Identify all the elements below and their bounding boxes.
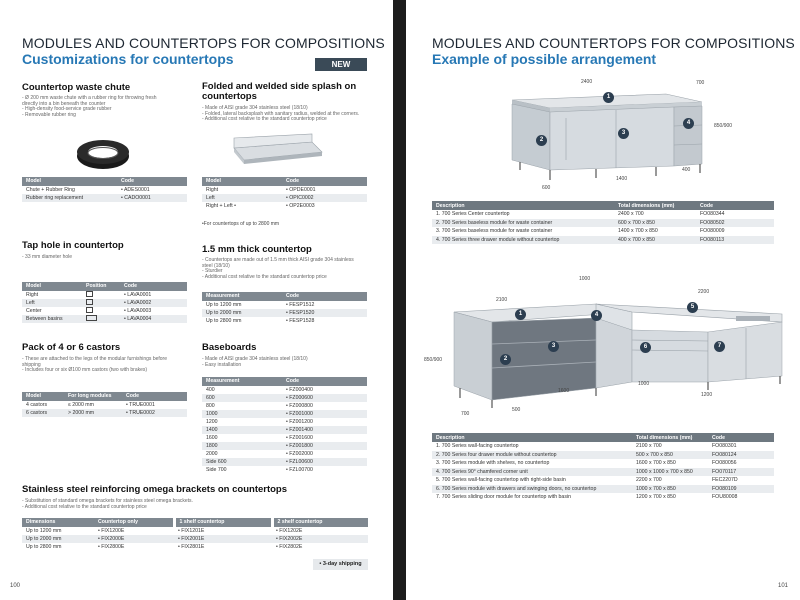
table-row: Up to 2000 mm • FESP1520 xyxy=(202,309,367,317)
tap-hole-description: - 33 mm diameter hole xyxy=(22,254,73,260)
tap-position-left-icon xyxy=(86,299,93,305)
tap-position-center-icon xyxy=(86,307,93,313)
dim-500: 500 xyxy=(512,407,521,413)
dim-1000-top: 1000 xyxy=(579,276,591,282)
side-splash-image xyxy=(228,134,324,168)
table-row: Up to 1200 mm • FESP1512 xyxy=(206,301,315,308)
table-row: Up to 2800 mm • FIX2800E • FIX2801E • FIX2802E xyxy=(26,543,303,550)
baseboards-description: - Made of AISI grade 304 stainless steel (18/10) - Easy installation xyxy=(202,356,308,368)
page-title: MODULES AND COUNTERTOPS FOR COMPOSITIONS xyxy=(432,35,795,51)
castors-description: - These are attached to the legs of the modular furnishings before shipping - Includes four or six Ø100 mm castors (two with brakes) xyxy=(22,356,167,374)
table-row: 4. 700 Series three drawer module without countertop 400 x 700 x 850 FO080113 xyxy=(432,236,774,245)
callout-3: 3 xyxy=(618,128,629,139)
table-row: 1. 700 Series Center countertop 2400 x 700 FO080344 xyxy=(436,211,725,218)
thick-countertop-description: - Countertops are made out of 1.5 mm thick AISI grade 304 stainless steel (18/10) - Sturdier - Additional cost relative to the standard countertop price xyxy=(202,257,354,280)
table-row: 2. 700 Series four drawer module without countertop 500 x 700 x 850 FO080124 xyxy=(432,451,774,460)
baseboards-table: Measurement Code 400 • FZ000400 600 • FZ000600 800 • FZ000800 1000 • FZ001000 1200 • FZ001200 1400 • FZ001400 1600 • FZ001600 1800 • FZ001800 2000 • FZ002000 Side 600 • FZL00600 Side 700 • FZL00700 xyxy=(202,377,367,474)
dim-700-b: 700 xyxy=(461,411,470,417)
table-row: 7. 700 Series sliding door module for countertop with basin 1200 x 700 x 850 FOU80008 xyxy=(436,494,738,501)
rubber-ring-image xyxy=(75,136,131,172)
callout-3-b: 3 xyxy=(548,341,559,352)
dim-700: 700 xyxy=(696,80,705,86)
callout-1-b: 1 xyxy=(515,309,526,320)
waste-chute-table: Model Code Chute + Rubber Ring • ADES0001 Rubber ring replacement • CADO0001 xyxy=(22,177,187,202)
book-spine xyxy=(393,0,406,600)
side-splash-description: - Made of AISI grade 304 stainless steel (18/10) - Folded, lateral backsplash with sanitary radius, welded at the corners. - Additional cost relative to the standard countertop price xyxy=(202,105,360,123)
side-splash-title-line2: countertops xyxy=(202,91,257,102)
table-row: Right + Left • • OP2E0003 xyxy=(206,202,315,209)
new-badge: NEW xyxy=(315,58,367,71)
callout-4: 4 xyxy=(683,118,694,129)
dim-1200: 1200 xyxy=(701,392,713,398)
table-row: Chute + Rubber Ring • ADES0001 xyxy=(26,186,150,193)
table-row: 800 • FZ000800 xyxy=(206,402,313,409)
dim-2100: 2100 xyxy=(496,297,508,303)
omega-brackets-title: Stainless steel reinforcing omega brackets on countertops xyxy=(22,484,288,495)
page-number: 101 xyxy=(778,583,789,589)
arrangement-table-1: Description Total dimensions (mm) Code 1. 700 Series Center countertop 2400 x 700 FO080344 2. 700 Series baseless module for waste container 600 x 700 x 850 FO080502 3. 700 Series baseless module for waste container 1400 x 700 x 850 FO080009 4. 700 Series three drawer module without countertop 400 x 700 x 850 FO080113 xyxy=(432,201,774,244)
table-row: 5. 700 Series wall-facing countertop with right-side basin 2200 x 700 FEC2207D xyxy=(436,477,738,484)
table-row: 1200 • FZ001200 xyxy=(206,418,313,425)
side-splash-title: Folded and welded side splash on xyxy=(202,81,357,92)
table-row: Side 700 • FZL00700 xyxy=(206,466,313,473)
table-row: Up to 2800 mm • FESP1528 xyxy=(206,317,315,324)
arrangement-figure-2 xyxy=(446,290,791,410)
table-row: Right • OPDE0001 xyxy=(206,186,316,193)
table-row: 1400 • FZ001400 xyxy=(202,426,367,434)
page-subtitle: Example of possible arrangement xyxy=(432,51,657,67)
arrangement-table-2: Description Total dimensions (mm) Code 1. 700 Series wall-facing countertop 2100 x 700 FO080301 2. 700 Series four drawer module without countertop 500 x 700 x 850 FO080124 3. 700 Series module with shelves, no countertop 1600 x 700 x 850 FO080056 4. 700 Series 90° chamfered corner unit 1000 x 1000 x 700 x 850 FO070117 5. 700 Series wall-facing countertop with right-side basin 2200 x 700 FEC2207D 6. 700 Series module with drawers and swinging doors, no countertop 1000 x 700 x 850 FO080109 7. 700 Series sliding door module for countertop with basin 1200 x 700 x 850 FOU80008 xyxy=(432,433,774,502)
dim-1000-bottom: 1000 xyxy=(638,381,650,387)
side-splash-table: Model Code Right • OPDE0001 Left • OPIC0002 Right + Left • • OP2E0003 xyxy=(202,177,367,210)
table-row: 2000 • FZ002000 xyxy=(206,450,313,457)
thick-countertop-table: Measurement Code Up to 1200 mm • FESP1512 Up to 2000 mm • FESP1520 Up to 2800 mm • FESP1528 xyxy=(202,292,367,325)
waste-chute-description: - Ø 200 mm waste chute with a rubber ring for throwing fresh directly into a bin beneath the counter - High-density food-service grade rubber - Removable rubber ring xyxy=(22,95,157,118)
baseboards-title: Baseboards xyxy=(202,342,257,353)
table-row: 6. 700 Series module with drawers and swinging doors, no countertop 1000 x 700 x 850 FO080109 xyxy=(432,485,774,494)
callout-1: 1 xyxy=(603,92,614,103)
castors-table: Model For long modules Code 4 castors ≤ 2000 mm • TRUE0001 6 castors > 2000 mm • TRUE0002 xyxy=(22,392,187,417)
dim-600: 600 xyxy=(542,185,551,191)
dim-850-900-b: 850/900 xyxy=(424,357,443,363)
dim-400: 400 xyxy=(682,167,691,173)
table-row: 1600 • FZ001600 xyxy=(206,434,313,441)
table-row: 4 castors ≤ 2000 mm • TRUE0001 xyxy=(26,401,155,408)
page-subtitle: Customizations for countertops xyxy=(22,51,234,67)
table-row: Center • LAVA0003 xyxy=(26,307,152,314)
waste-chute-title: Countertop waste chute xyxy=(22,82,131,93)
table-row: 3. 700 Series baseless module for waste container 1400 x 700 x 850 FO080009 xyxy=(436,228,725,235)
table-row: Right • LAVA0001 xyxy=(26,291,152,298)
dim-2200: 2200 xyxy=(698,289,710,295)
table-row: Side 600 • FZL00600 xyxy=(202,458,367,466)
left-catalog-page xyxy=(0,0,393,600)
dim-850-900: 850/900 xyxy=(714,123,733,129)
callout-2: 2 xyxy=(536,135,547,146)
tap-position-right-icon xyxy=(86,291,93,297)
right-catalog-page xyxy=(406,0,800,600)
dim-1400: 1400 xyxy=(616,176,628,182)
dim-1600: 1600 xyxy=(558,388,570,394)
page-title: MODULES AND COUNTERTOPS FOR COMPOSITIONS xyxy=(22,35,385,51)
callout-6: 6 xyxy=(640,342,651,353)
castors-title: Pack of 4 or 6 castors xyxy=(22,342,121,353)
table-row: Up to 1200 mm • FIX1200E • FIX1201E • FIX1202E xyxy=(26,527,303,534)
tap-position-between-basins-icon xyxy=(86,315,97,321)
table-row: 1. 700 Series wall-facing countertop 2100 x 700 FO080301 xyxy=(436,443,737,450)
table-row: 1800 • FZ001800 xyxy=(202,442,367,450)
dim-2400: 2400 xyxy=(581,79,593,85)
table-row: 6 castors > 2000 mm • TRUE0002 xyxy=(22,409,187,417)
tap-hole-title: Tap hole in countertop xyxy=(22,240,124,251)
omega-brackets-table: Dimensions Countertop only 1 shelf countertop 2 shelf countertop Up to 1200 mm • FIX1200E • FIX1201E • FIX1202E Up to 2000 mm • FIX2000E • FIX2001E • FIX2002E Up to 2800 mm • FIX2800E • FIX2801E • FIX2802E xyxy=(22,518,368,551)
table-row: 4. 700 Series 90° chamfered corner unit 1000 x 1000 x 700 x 850 FO070117 xyxy=(432,468,774,477)
callout-7: 7 xyxy=(714,341,725,352)
callout-4-b: 4 xyxy=(591,310,602,321)
table-row: Left • OPIC0002 xyxy=(202,194,367,202)
table-row: Between basins • LAVA0004 xyxy=(22,315,187,323)
thick-countertop-title: 1.5 mm thick countertop xyxy=(202,244,312,255)
page-number: 100 xyxy=(10,583,21,589)
side-splash-note: •For countertops of up to 2800 mm xyxy=(202,221,280,227)
table-row: Up to 2000 mm • FIX2000E • FIX2001E • FIX2002E xyxy=(22,535,368,543)
table-row: 1000 • FZ001000 xyxy=(202,410,367,418)
table-row: 2. 700 Series baseless module for waste container 600 x 700 x 850 FO080502 xyxy=(432,219,774,228)
table-row: Left • LAVA0002 xyxy=(22,299,187,307)
table-row: 3. 700 Series module with shelves, no countertop 1600 x 700 x 850 FO080056 xyxy=(436,460,737,467)
three-day-shipping-badge: • 3-day shipping xyxy=(313,559,368,570)
table-row: 400 • FZ000400 xyxy=(206,386,313,393)
table-row: Rubber ring replacement • CADO0001 xyxy=(22,194,187,202)
callout-2-b: 2 xyxy=(500,354,511,365)
callout-5: 5 xyxy=(687,302,698,313)
table-row: 600 • FZ000600 xyxy=(202,394,367,402)
omega-brackets-description: - Substitution of standard omega brackets for stainless steel omega brackets. - Additional cost relative to the standard countertop price xyxy=(22,498,193,510)
tap-hole-table: Model Position Code Right • LAVA0001 Left • LAVA0002 Center • LAVA0003 Between basins • LAVA0004 xyxy=(22,282,187,323)
